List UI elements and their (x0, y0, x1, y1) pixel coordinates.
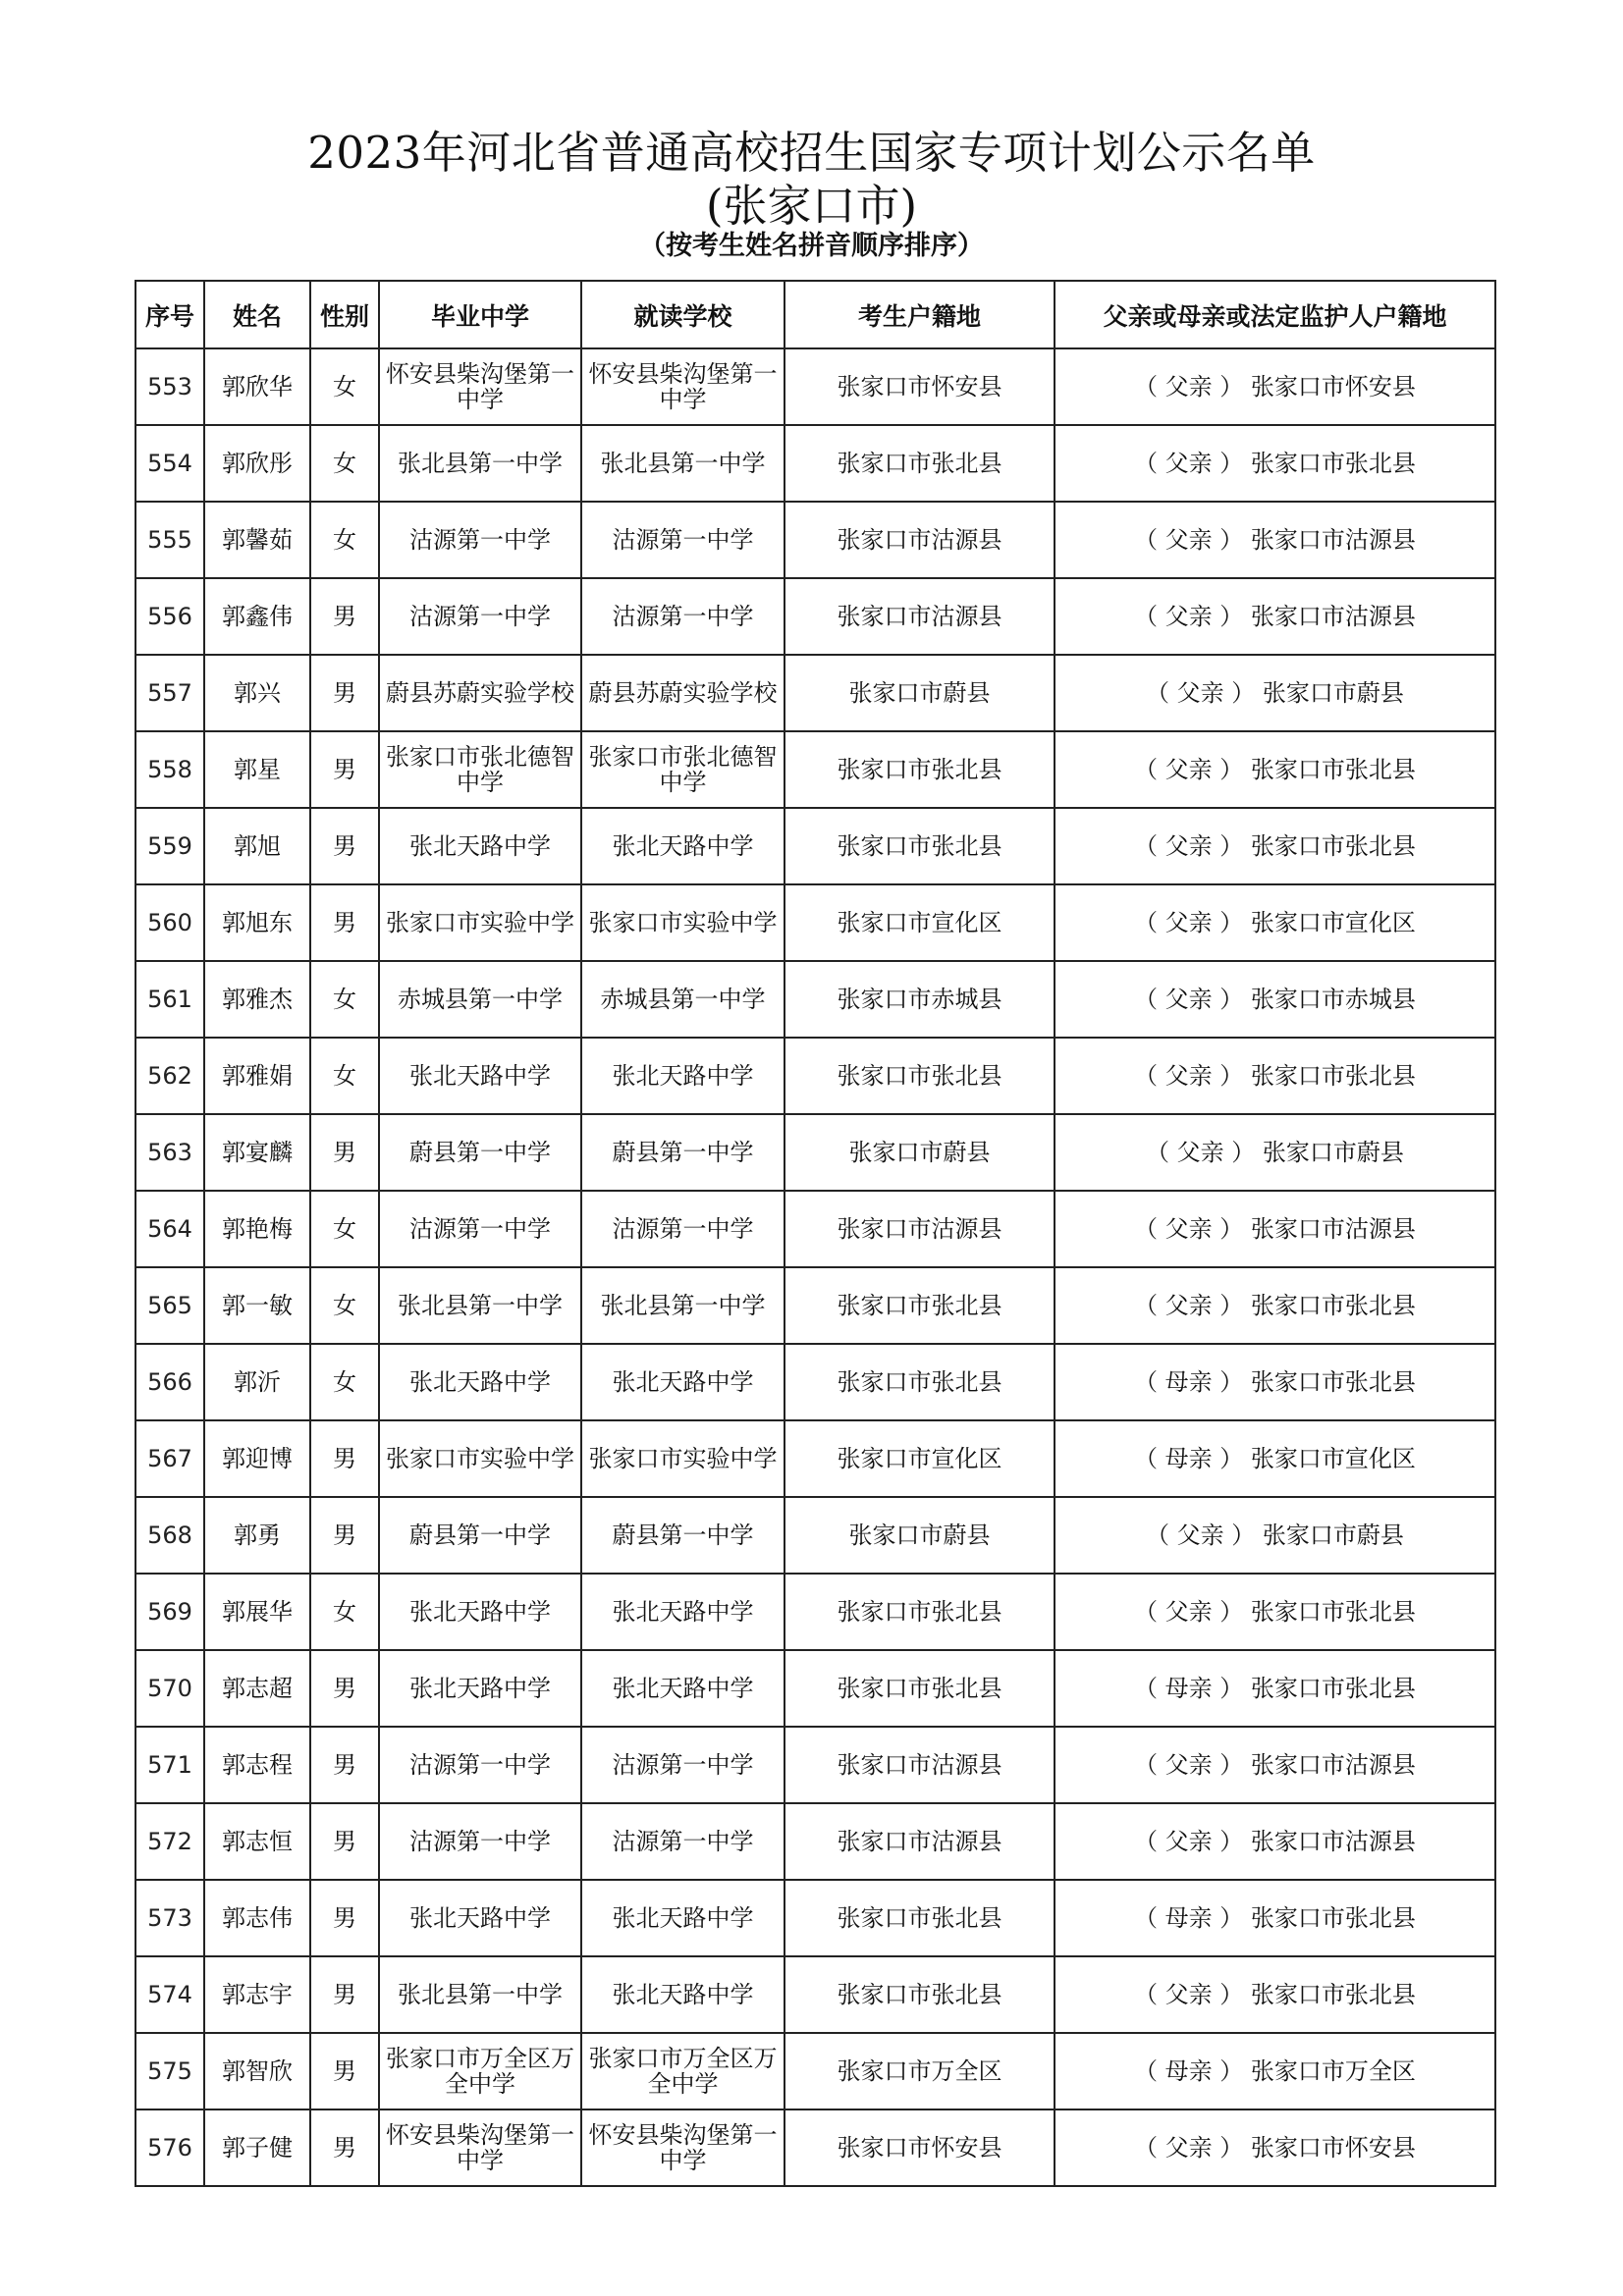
cell-gender: 女 (310, 1344, 379, 1420)
cell-gender: 男 (310, 1727, 379, 1803)
table-header (135, 281, 1495, 348)
cell-gender: 男 (310, 731, 379, 808)
cell-grad-school: 蔚县第一中学 (379, 1497, 581, 1574)
header-cell-guardian-hukou: 父亲或母亲或法定监护人户籍地 (1055, 281, 1495, 348)
table-row (135, 731, 1495, 808)
cell-grad-school: 沽源第一中学 (379, 1191, 581, 1267)
cell-current-school: 蔚县苏蔚实验学校 (581, 655, 784, 731)
cell-hukou: 张家口市沽源县 (784, 1191, 1055, 1267)
cell-gender: 男 (310, 1114, 379, 1191)
cell-name: 郭志程 (204, 1727, 310, 1803)
cell-current-school: 张家口市实验中学 (581, 884, 784, 961)
table-row (135, 1038, 1495, 1114)
cell-gender: 男 (310, 2033, 379, 2109)
header-cell-seq: 序号 (135, 281, 204, 348)
cell-gender: 女 (310, 1038, 379, 1114)
cell-grad-school: 张北县第一中学 (379, 1956, 581, 2033)
cell-guardian-hukou: （ 父亲 ） 张家口市沽源县 (1055, 1191, 1495, 1267)
cell-name: 郭欣彤 (204, 425, 310, 502)
cell-hukou: 张家口市赤城县 (784, 961, 1055, 1038)
cell-hukou: 张家口市张北县 (784, 425, 1055, 502)
cell-grad-school: 张北天路中学 (379, 1650, 581, 1727)
cell-guardian-hukou: （ 母亲 ） 张家口市万全区 (1055, 2033, 1495, 2109)
table-row (135, 961, 1495, 1038)
cell-gender: 男 (310, 1420, 379, 1497)
cell-seq: 572 (135, 1803, 204, 1880)
header-cell-current-school: 就读学校 (581, 281, 784, 348)
cell-seq: 560 (135, 884, 204, 961)
table-row (135, 2109, 1495, 2186)
cell-guardian-hukou: （ 父亲 ） 张家口市蔚县 (1055, 1497, 1495, 1574)
cell-seq: 574 (135, 1956, 204, 2033)
cell-guardian-hukou: （ 父亲 ） 张家口市张北县 (1055, 1574, 1495, 1650)
cell-guardian-hukou: （ 母亲 ） 张家口市张北县 (1055, 1344, 1495, 1420)
cell-seq: 557 (135, 655, 204, 731)
cell-hukou: 张家口市蔚县 (784, 1497, 1055, 1574)
cell-seq: 575 (135, 2033, 204, 2109)
cell-current-school: 怀安县柴沟堡第一中学 (581, 348, 784, 425)
table-row (135, 1344, 1495, 1420)
cell-current-school: 沽源第一中学 (581, 1727, 784, 1803)
cell-grad-school: 张北天路中学 (379, 1038, 581, 1114)
cell-gender: 男 (310, 1650, 379, 1727)
cell-seq: 568 (135, 1497, 204, 1574)
header-row (135, 281, 1495, 348)
roster-table (135, 280, 1496, 2187)
cell-name: 郭兴 (204, 655, 310, 731)
table-row (135, 425, 1495, 502)
cell-name: 郭雅娟 (204, 1038, 310, 1114)
cell-grad-school: 怀安县柴沟堡第一中学 (379, 2109, 581, 2186)
cell-name: 郭志宇 (204, 1956, 310, 2033)
table-row (135, 348, 1495, 425)
cell-current-school: 张北天路中学 (581, 1574, 784, 1650)
cell-grad-school: 张家口市张北德智中学 (379, 731, 581, 808)
cell-name: 郭沂 (204, 1344, 310, 1420)
cell-guardian-hukou: （ 父亲 ） 张家口市张北县 (1055, 1267, 1495, 1344)
document-subtitle: (张家口市) (705, 180, 918, 232)
cell-current-school: 张家口市实验中学 (581, 1420, 784, 1497)
cell-gender: 男 (310, 578, 379, 655)
table-row (135, 808, 1495, 884)
cell-current-school: 蔚县第一中学 (581, 1497, 784, 1574)
cell-grad-school: 沽源第一中学 (379, 502, 581, 578)
cell-seq: 554 (135, 425, 204, 502)
cell-name: 郭鑫伟 (204, 578, 310, 655)
cell-hukou: 张家口市沽源县 (784, 1727, 1055, 1803)
cell-grad-school: 赤城县第一中学 (379, 961, 581, 1038)
table-row (135, 655, 1495, 731)
cell-seq: 559 (135, 808, 204, 884)
table-row (135, 578, 1495, 655)
cell-guardian-hukou: （ 父亲 ） 张家口市沽源县 (1055, 502, 1495, 578)
cell-guardian-hukou: （ 父亲 ） 张家口市张北县 (1055, 1038, 1495, 1114)
cell-grad-school: 张家口市实验中学 (379, 1420, 581, 1497)
cell-current-school: 张家口市张北德智中学 (581, 731, 784, 808)
cell-hukou: 张家口市蔚县 (784, 655, 1055, 731)
cell-gender: 女 (310, 961, 379, 1038)
cell-name: 郭展华 (204, 1574, 310, 1650)
cell-gender: 男 (310, 2109, 379, 2186)
cell-name: 郭一敏 (204, 1267, 310, 1344)
cell-grad-school: 蔚县苏蔚实验学校 (379, 655, 581, 731)
cell-grad-school: 张北天路中学 (379, 808, 581, 884)
table-row (135, 502, 1495, 578)
table-row (135, 884, 1495, 961)
cell-grad-school: 沽源第一中学 (379, 578, 581, 655)
cell-current-school: 张北县第一中学 (581, 1267, 784, 1344)
cell-hukou: 张家口市张北县 (784, 731, 1055, 808)
cell-current-school: 张北天路中学 (581, 1344, 784, 1420)
cell-current-school: 沽源第一中学 (581, 1803, 784, 1880)
cell-current-school: 沽源第一中学 (581, 1191, 784, 1267)
cell-name: 郭雅杰 (204, 961, 310, 1038)
cell-hukou: 张家口市张北县 (784, 1038, 1055, 1114)
cell-current-school: 张家口市万全区万全中学 (581, 2033, 784, 2109)
cell-seq: 566 (135, 1344, 204, 1420)
cell-guardian-hukou: （ 母亲 ） 张家口市张北县 (1055, 1650, 1495, 1727)
cell-current-school: 怀安县柴沟堡第一中学 (581, 2109, 784, 2186)
cell-current-school: 赤城县第一中学 (581, 961, 784, 1038)
cell-grad-school: 张北天路中学 (379, 1574, 581, 1650)
table-row (135, 2033, 1495, 2109)
cell-hukou: 张家口市宣化区 (784, 1420, 1055, 1497)
table-row (135, 1420, 1495, 1497)
cell-gender: 男 (310, 1803, 379, 1880)
cell-guardian-hukou: （ 父亲 ） 张家口市张北县 (1055, 425, 1495, 502)
cell-guardian-hukou: （ 父亲 ） 张家口市沽源县 (1055, 1803, 1495, 1880)
cell-grad-school: 张家口市实验中学 (379, 884, 581, 961)
cell-guardian-hukou: （ 父亲 ） 张家口市赤城县 (1055, 961, 1495, 1038)
cell-seq: 571 (135, 1727, 204, 1803)
header-cell-gender: 性别 (310, 281, 379, 348)
cell-gender: 男 (310, 1880, 379, 1956)
cell-name: 郭艳梅 (204, 1191, 310, 1267)
cell-name: 郭旭 (204, 808, 310, 884)
table-row (135, 1650, 1495, 1727)
cell-guardian-hukou: （ 父亲 ） 张家口市蔚县 (1055, 1114, 1495, 1191)
cell-guardian-hukou: （ 父亲 ） 张家口市宣化区 (1055, 884, 1495, 961)
cell-seq: 564 (135, 1191, 204, 1267)
cell-name: 郭志恒 (204, 1803, 310, 1880)
cell-hukou: 张家口市蔚县 (784, 1114, 1055, 1191)
cell-name: 郭馨茹 (204, 502, 310, 578)
cell-gender: 女 (310, 1574, 379, 1650)
cell-hukou: 张家口市张北县 (784, 808, 1055, 884)
header-cell-grad-school: 毕业中学 (379, 281, 581, 348)
cell-guardian-hukou: （ 父亲 ） 张家口市怀安县 (1055, 2109, 1495, 2186)
cell-current-school: 沽源第一中学 (581, 502, 784, 578)
cell-guardian-hukou: （ 父亲 ） 张家口市沽源县 (1055, 1727, 1495, 1803)
cell-grad-school: 张北天路中学 (379, 1880, 581, 1956)
cell-current-school: 张北县第一中学 (581, 425, 784, 502)
cell-gender: 女 (310, 1191, 379, 1267)
cell-name: 郭智欣 (204, 2033, 310, 2109)
cell-current-school: 张北天路中学 (581, 1956, 784, 2033)
table-row (135, 1803, 1495, 1880)
cell-gender: 女 (310, 502, 379, 578)
table-row (135, 1880, 1495, 1956)
cell-name: 郭子健 (204, 2109, 310, 2186)
table-row (135, 1727, 1495, 1803)
cell-grad-school: 蔚县第一中学 (379, 1114, 581, 1191)
cell-hukou: 张家口市张北县 (784, 1650, 1055, 1727)
cell-hukou: 张家口市宣化区 (784, 884, 1055, 961)
table-row (135, 1114, 1495, 1191)
cell-current-school: 张北天路中学 (581, 1880, 784, 1956)
cell-hukou: 张家口市怀安县 (784, 2109, 1055, 2186)
cell-current-school: 张北天路中学 (581, 1038, 784, 1114)
table-row (135, 1497, 1495, 1574)
cell-grad-school: 张北天路中学 (379, 1344, 581, 1420)
cell-name: 郭宴麟 (204, 1114, 310, 1191)
cell-gender: 男 (310, 1956, 379, 2033)
cell-hukou: 张家口市张北县 (784, 1267, 1055, 1344)
cell-seq: 573 (135, 1880, 204, 1956)
cell-current-school: 张北天路中学 (581, 808, 784, 884)
cell-gender: 女 (310, 348, 379, 425)
cell-hukou: 张家口市沽源县 (784, 1803, 1055, 1880)
cell-gender: 男 (310, 655, 379, 731)
cell-name: 郭欣华 (204, 348, 310, 425)
cell-seq: 553 (135, 348, 204, 425)
cell-seq: 555 (135, 502, 204, 578)
cell-hukou: 张家口市万全区 (784, 2033, 1055, 2109)
cell-name: 郭志伟 (204, 1880, 310, 1956)
cell-grad-school: 怀安县柴沟堡第一中学 (379, 348, 581, 425)
cell-hukou: 张家口市沽源县 (784, 502, 1055, 578)
cell-current-school: 沽源第一中学 (581, 578, 784, 655)
cell-guardian-hukou: （ 父亲 ） 张家口市沽源县 (1055, 578, 1495, 655)
cell-grad-school: 沽源第一中学 (379, 1727, 581, 1803)
header-cell-name: 姓名 (204, 281, 310, 348)
sort-note: （按考生姓名拼音顺序排序） (639, 231, 984, 261)
cell-seq: 576 (135, 2109, 204, 2186)
cell-grad-school: 张北县第一中学 (379, 425, 581, 502)
cell-grad-school: 张北县第一中学 (379, 1267, 581, 1344)
table-body (135, 348, 1495, 2186)
cell-seq: 567 (135, 1420, 204, 1497)
cell-gender: 男 (310, 808, 379, 884)
table-row (135, 1956, 1495, 2033)
cell-grad-school: 沽源第一中学 (379, 1803, 581, 1880)
cell-guardian-hukou: （ 父亲 ） 张家口市怀安县 (1055, 348, 1495, 425)
cell-name: 郭勇 (204, 1497, 310, 1574)
cell-name: 郭迎博 (204, 1420, 310, 1497)
cell-seq: 563 (135, 1114, 204, 1191)
cell-guardian-hukou: （ 父亲 ） 张家口市蔚县 (1055, 655, 1495, 731)
cell-gender: 男 (310, 884, 379, 961)
table-row (135, 1574, 1495, 1650)
cell-gender: 女 (310, 425, 379, 502)
table-row (135, 1191, 1495, 1267)
header-cell-hukou: 考生户籍地 (784, 281, 1055, 348)
cell-hukou: 张家口市张北县 (784, 1574, 1055, 1650)
cell-name: 郭志超 (204, 1650, 310, 1727)
cell-seq: 569 (135, 1574, 204, 1650)
document-title: 2023年河北省普通高校招生国家专项计划公示名单 (307, 127, 1316, 179)
cell-seq: 565 (135, 1267, 204, 1344)
cell-seq: 558 (135, 731, 204, 808)
cell-gender: 男 (310, 1497, 379, 1574)
cell-hukou: 张家口市张北县 (784, 1956, 1055, 2033)
cell-current-school: 张北天路中学 (581, 1650, 784, 1727)
cell-grad-school: 张家口市万全区万全中学 (379, 2033, 581, 2109)
table-row (135, 1267, 1495, 1344)
cell-seq: 556 (135, 578, 204, 655)
cell-hukou: 张家口市沽源县 (784, 578, 1055, 655)
cell-name: 郭旭东 (204, 884, 310, 961)
cell-guardian-hukou: （ 父亲 ） 张家口市张北县 (1055, 808, 1495, 884)
cell-guardian-hukou: （ 母亲 ） 张家口市张北县 (1055, 1880, 1495, 1956)
cell-current-school: 蔚县第一中学 (581, 1114, 784, 1191)
cell-hukou: 张家口市怀安县 (784, 348, 1055, 425)
cell-guardian-hukou: （ 父亲 ） 张家口市张北县 (1055, 731, 1495, 808)
cell-seq: 570 (135, 1650, 204, 1727)
cell-guardian-hukou: （ 母亲 ） 张家口市宣化区 (1055, 1420, 1495, 1497)
cell-hukou: 张家口市张北县 (784, 1880, 1055, 1956)
cell-hukou: 张家口市张北县 (784, 1344, 1055, 1420)
cell-name: 郭星 (204, 731, 310, 808)
cell-guardian-hukou: （ 父亲 ） 张家口市张北县 (1055, 1956, 1495, 2033)
cell-seq: 561 (135, 961, 204, 1038)
cell-seq: 562 (135, 1038, 204, 1114)
cell-gender: 女 (310, 1267, 379, 1344)
